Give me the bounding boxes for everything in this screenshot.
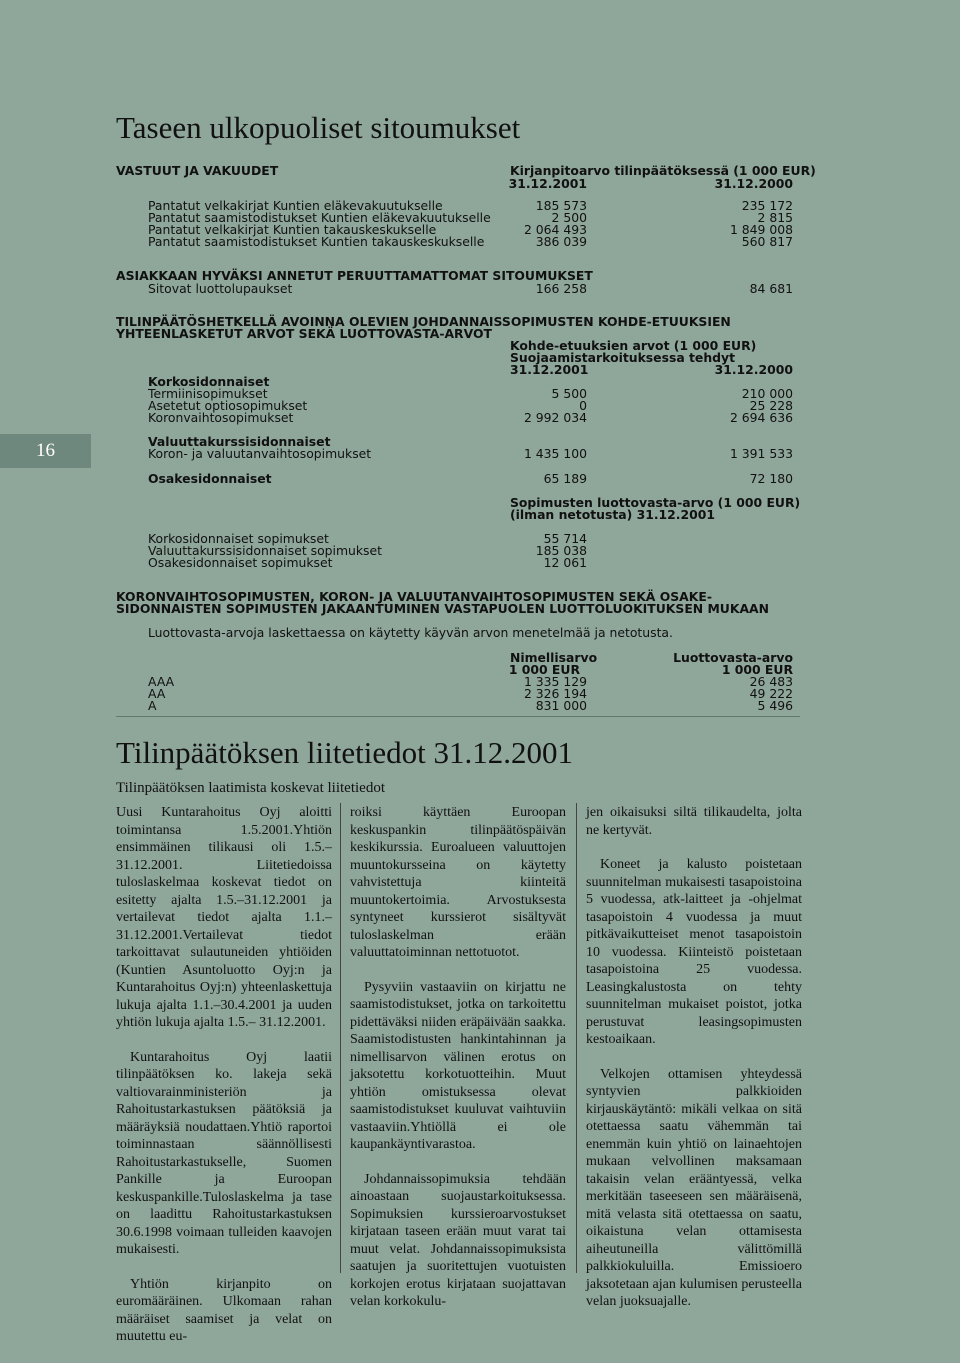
- notes-column-2: [350, 804, 566, 1328]
- date-2001: 31.12.2001: [508, 176, 587, 191]
- group-heading-osake: Osakesidonnaiset: [148, 471, 272, 486]
- paragraph: Koneet ja kalusto poistetaan suunnitelman mukaisesti tasapoistoina 5 vuodessa, atk-laitteet ja -ohjelmat tasapoistoin 4 vuodessa ja muut pitkävaikutteiset menot tasapoistoin 10 vuodessa. Kiinteistö poistetaan tasapoistoina 25 vuodessa. Leasingkalustosta on tehty suunnitelman mukaiset poistot, jotka perustuvat leasingsopimusten kestoaikaan.: [586, 857, 802, 1047]
- rating-label: A: [148, 698, 157, 713]
- date-2000: 31.12.2000: [714, 362, 793, 377]
- table-row-label: Korkosidonnaiset sopimukset: [148, 531, 329, 546]
- table-cell-2001: 65 189: [543, 471, 587, 486]
- paragraph: Pysyviin vastaaviin on kirjattu ne saamistodistukset, jotka on tarkoitettu pidettäväksi niiden eräpäivään saakka. Saamistodistusten hankintahinnan ja nimellisarvon välinen erotus on jaksotettu korkotuotteihin. Muut yhtiön omistuksessa olevat saamistodistukset kuuluvat vaihtuviin vastaaviin.Yhtiöllä ei ole kaupankäyntivarastoa.: [350, 979, 566, 1152]
- table-row-label: Koron- ja valuutanvaihtosopimukset: [148, 446, 372, 461]
- table-row-label: Asetetut optiosopimukset: [148, 398, 308, 413]
- section-divider: [116, 716, 800, 717]
- column-divider: [340, 803, 341, 1273]
- notes-column-1: [116, 804, 332, 1363]
- table-cell-credit: 55 714: [543, 531, 587, 546]
- table-cell-2001: 185 573: [535, 198, 587, 213]
- column-header-nominal-unit: 1 000 EUR: [508, 662, 580, 677]
- page-number-tab: 16: [0, 434, 91, 468]
- table-cell-2001: 2 064 493: [523, 222, 587, 237]
- column-header-suojaus: Suojaamistarkoituksessa tehdyt: [510, 350, 736, 365]
- column-header-nominal: Nimellisarvo: [510, 650, 598, 665]
- paragraph: Velkojen ottamisen yhteydessä syntyvien palkkioiden kirjauskäytäntö: mikäli velkaa on sitä otettaessa saatu vähemmän tai enemmän kuin yhtiö on lainaehtojen mukaan velvollinen maksamaan takaisin velan erääntyessä, velka merkitään taseeseen sen määräisenä, mitä velasta sitä otettaessa on saatu, oikaistuna velan ottamisesta aiheutuneilla välittömillä palkkiokuluilla. Emissioero jaksotetaan ajan kulumisen perusteella velan juoksuajalle.: [586, 1066, 802, 1309]
- table-cell-nominal: 2 326 194: [523, 686, 587, 701]
- paragraph: Kuntarahoitus Oyj laatii tilinpäätöksen ko. lakeja sekä valtiovarainministeriön ja Rahoitustarkastuksen päätöksiä ja määräyksiä noudattaen.Yhtiö raportoi toiminnastaan säännöllisesti Rahoitustarkastukselle, Suomen Pankille ja Euroopan keskuspankille.Tuloslaskelma ja tase on laadittu Rahoitustarkastuksen 30.6.1998 voimaan tulleiden kaavojen mukaisesti.: [116, 1049, 332, 1257]
- notes-column-3: [586, 804, 802, 1328]
- table-cell-2000: 210 000: [741, 386, 793, 401]
- table-row-label: Pantatut saamistodistukset Kuntien eläkevakuutukselle: [148, 210, 491, 225]
- table-cell-credit: 26 483: [749, 674, 793, 689]
- table-cell-credit: 5 496: [757, 698, 793, 713]
- section-heading-sitoumukset: ASIAKKAAN HYVÄKSI ANNETUT PERUUTTAMATTOMAT SITOUMUKSET: [116, 268, 593, 283]
- table-row-label: Koronvaihtosopimukset: [148, 410, 294, 425]
- table-cell-2000: 235 172: [741, 198, 793, 213]
- section-heading-luottoluokitus-1: KORONVAIHTOSOPIMUSTEN, KORON- JA VALUUTANVAIHTOSOPIMUSTEN SEKÄ OSAKE-: [116, 589, 712, 604]
- table-cell-2000: 72 180: [749, 471, 793, 486]
- method-note: Luottovasta-arvoja laskettaessa on käytetty käyvän arvon menetelmää ja netotusta.: [148, 625, 673, 640]
- rating-label: AAA: [148, 674, 175, 689]
- rating-label: AA: [148, 686, 166, 701]
- section-heading-vastuut: VASTUUT JA VAKUUDET: [116, 163, 279, 178]
- page-title: Taseen ulkopuoliset sitoumukset: [116, 110, 521, 145]
- table-cell-2000: 1 849 008: [729, 222, 793, 237]
- column-header-kohde: Kohde-etuuksien arvot (1 000 EUR): [510, 338, 757, 353]
- table-cell-2000: 25 228: [749, 398, 793, 413]
- table-cell-2001: 166 258: [535, 281, 587, 296]
- table-row-label: Pantatut saamistodistukset Kuntien takauskeskukselle: [148, 234, 485, 249]
- table-cell-2000: 560 817: [741, 234, 793, 249]
- date-2001: 31.12.2001: [510, 362, 589, 377]
- table-cell-2000: 84 681: [749, 281, 793, 296]
- table-cell-2000: 2 694 636: [729, 410, 793, 425]
- paragraph: jen oikaisuksi siltä tilikaudelta, jolta ne kertyvät.: [586, 805, 802, 838]
- section-heading-johdannaiset-1: TILINPÄÄTÖSHETKELLÄ AVOINNA OLEVIEN JOHDANNAISSOPIMUSTEN KOHDE-ETUUKSIEN: [116, 314, 731, 329]
- table-cell-2001: 0: [579, 398, 587, 413]
- column-header-credit-unit: 1 000 EUR: [721, 662, 793, 677]
- table-row-label: Termiinisopimukset: [148, 386, 268, 401]
- table-cell-2000: 2 815: [757, 210, 793, 225]
- date-2000: 31.12.2000: [714, 176, 793, 191]
- paragraph: roiksi käyttäen Euroopan keskuspankin tilinpäätöspäivän keskikurssia. Euroalueen valuuttojen muuntokursseina on käytetty vahvistettuja kiinteitä muuntokertoimia. Arvostuksesta syntyneet kurssierot sisältyvät tuloslaskelman erään valuuttatoiminnan nettotuotot.: [350, 805, 566, 960]
- paragraph: Uusi Kuntarahoitus Oyj aloitti toimintansa 1.5.2001.Yhtiön ensimmäinen tilikausi oli 1.5.–31.12.2001. Liitetiedoissa tuloslaskelmaa koskevat tiedot on esitetty ajalta 1.5.–31.12.2001 ja vertailevat tiedot ajalta 1.1.–31.12.2001.Vertailevat tiedot tarkoittavat sulautuneiden yhtiöiden (Kuntien Asuntoluotto Oyj:n ja Kuntarahoitus Oyj:n) yhteenlaskettuja lukuja ajalta 1.1.–30.4.2001 ja uuden yhtiön lukuja ajalta 1.5.– 31.12.2001.: [116, 805, 332, 1030]
- table-cell-2001: 386 039: [535, 234, 587, 249]
- table-cell-nominal: 1 335 129: [523, 674, 587, 689]
- paragraph: Yhtiön kirjanpito on euromääräinen. Ulkomaan rahan määräiset saamiset ja velat on muutettu eu-: [116, 1276, 332, 1344]
- table-cell-2001: 1 435 100: [523, 446, 587, 461]
- column-header-credit: Luottovasta-arvo: [673, 650, 793, 665]
- table-cell-2000: 1 391 533: [729, 446, 793, 461]
- table-cell-2001: 2 500: [551, 210, 587, 225]
- notes-title: Tilinpäätöksen liitetiedot 31.12.2001: [116, 735, 573, 770]
- notes-subtitle: Tilinpäätöksen laatimista koskevat liitetiedot: [116, 780, 385, 796]
- table-row-label: Osakesidonnaiset sopimukset: [148, 555, 333, 570]
- book-value-header: Kirjanpitoarvo tilinpäätöksessä (1 000 EUR): [510, 163, 816, 178]
- table-cell-nominal: 831 000: [535, 698, 587, 713]
- table-cell-2001: 5 500: [551, 386, 587, 401]
- group-heading-korko: Korkosidonnaiset: [148, 374, 270, 389]
- column-divider: [576, 803, 577, 1273]
- table-cell-credit: 185 038: [535, 543, 587, 558]
- section-heading-johdannaiset-2: YHTEENLASKETUT ARVOT SEKÄ LUOTTOVASTA-ARVOT: [116, 326, 492, 341]
- section-heading-luottoluokitus-2: SIDONNAISTEN SOPIMUSTEN JAKAANTUMINEN VASTAPUOLEN LUOTTOLUOKITUKSEN MUKAAN: [116, 601, 770, 616]
- table-row-label: Pantatut velkakirjat Kuntien eläkevakuutukselle: [148, 198, 443, 213]
- table-cell-credit: 12 061: [543, 555, 587, 570]
- table-row-label: Sitovat luottolupaukset: [148, 281, 293, 296]
- table-row-label: Valuuttakurssisidonnaiset sopimukset: [148, 543, 382, 558]
- table-row-label: Pantatut velkakirjat Kuntien takauskeskukselle: [148, 222, 437, 237]
- group-heading-valuutta: Valuuttakurssisidonnaiset: [148, 434, 331, 449]
- credit-value-header-2: (ilman netotusta) 31.12.2001: [510, 507, 715, 522]
- table-cell-2001: 2 992 034: [523, 410, 587, 425]
- paragraph: Johdannaissopimuksia tehdään ainoastaan suojaustarkoituksessa. Sopimuksien kurssieroarvostukset kirjataan taseen erään muut varat tai muut velat. Johdannaissopimuksista saatujen ja suoritettujen vuotuisten korkojen erotus kirjataan suojattavan velan korkokulu-: [350, 1171, 566, 1309]
- credit-value-header-1: Sopimusten luottovasta-arvo (1 000 EUR): [510, 495, 801, 510]
- table-cell-credit: 49 222: [749, 686, 793, 701]
